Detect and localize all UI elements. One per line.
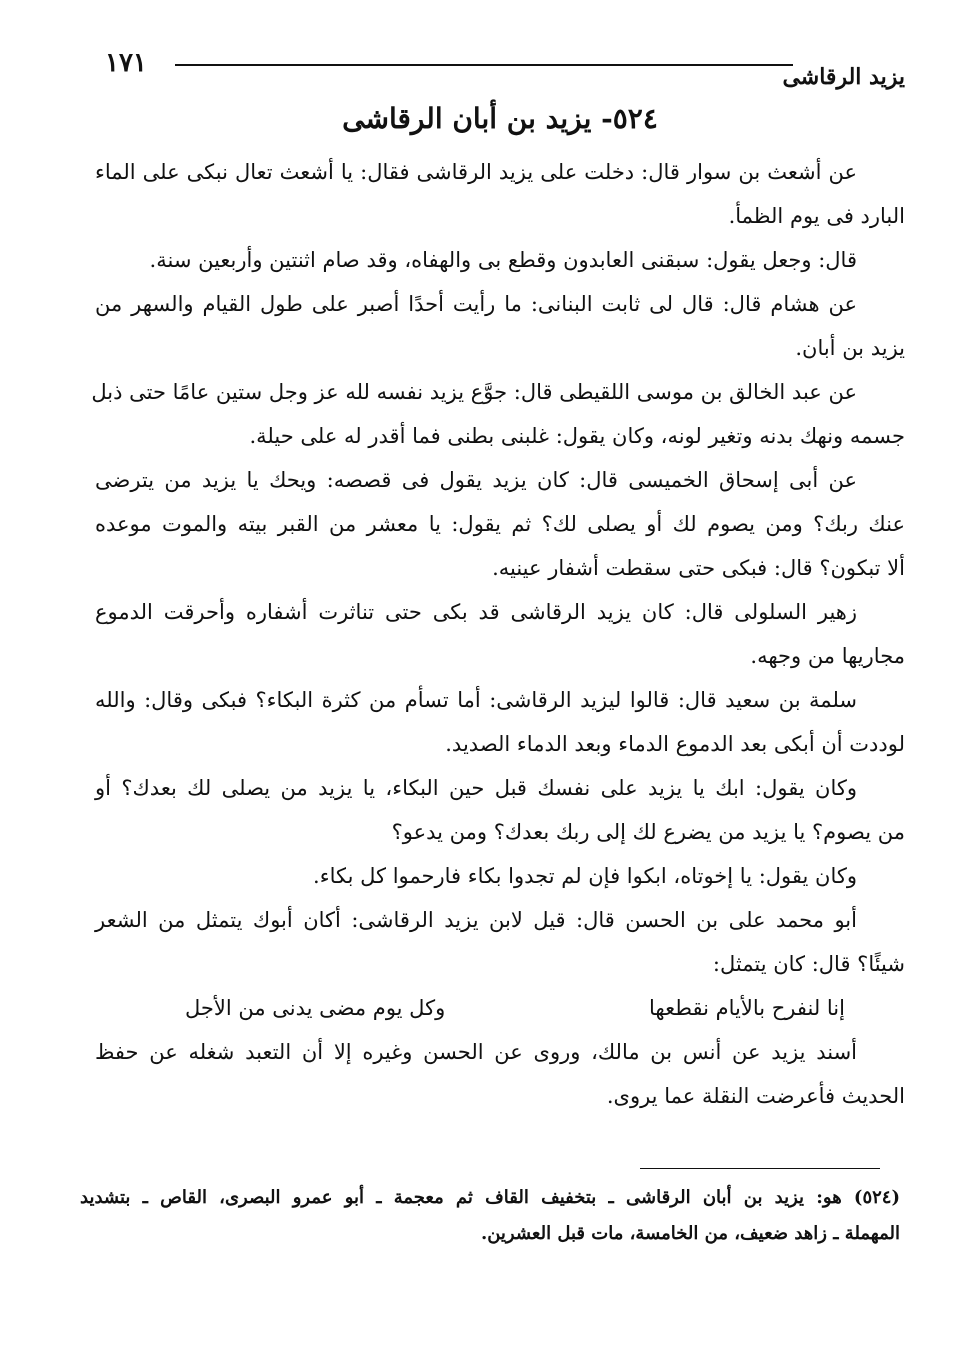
text-line: الحديث فأعرضت النقلة عما يروى. [606,1084,905,1108]
text-line: عن أبى إسحاق الخميسى قال: كان يزيد يقول فى قصصه: ويحك يا يزيد من يترضى [95,468,857,492]
verse-hemistich-right: إنا لنفرح بالأيام نقطعها [649,996,845,1020]
text-line: جسمه ونهك بدنه وتغير لونه، وكان يقول: غلبنى بطنى فما أقدر له على حيلة. [249,424,905,448]
page-number: ١٧١ [105,48,147,78]
footnote [80,1180,900,1252]
text-line: من يصوم؟ يا يزيد من يضرع لك إلى ربك بعدك؟ ومن يدعو؟ [391,820,905,844]
text-line: أسند يزيد عن أنس بن مالك، وروى عن الحسن وغيره إلا أن التعبد شغله عن حفظ [95,1040,857,1064]
text-line: قال: وجعل يقول: سبقنى العابدون وقطع بى والهفاه، وقد صام اثنتين وأربعين سنة. [149,248,857,272]
text-line: عنك ربك؟ ومن يصوم لك أو يصلى لك؟ ثم يقول: يا معشر من القبر بيته والموت موعده [95,512,905,536]
header-rule [175,64,793,66]
text-line: لوددت أن أبكى بعد الدموع الدماء وبعد الدماء الصديد. [445,732,905,756]
footnote-line: المهملة ـ زاهد ضعيف، من الخامسة، مات قبل العشرين. [480,1223,900,1244]
page-header [105,46,905,90]
text-line: سلمة بن سعيد قال: قالوا ليزيد الرقاشى: أما تسأم من كثرة البكاء؟ فبكى وقال: والله [95,688,857,712]
footnote-line: (٥٢٤) هو: يزيد بن أبان الرقاشى ـ بتخفيف القاف ثم معجمة ـ أبو عمرو البصرى، القاص ـ بتشديد [80,1187,900,1208]
text-line: عن عبد الخالق بن موسى اللقيطى قال: جوَّع يزيد نفسه لله عز وجل ستين عامًا حتى ذبل [91,380,857,404]
entry-title: ٥٢٤- يزيد بن أبان الرقاشى [342,102,658,135]
text-line: يزيد بن أبان. [795,336,905,360]
text-line: عن هشام قال: قال لى ثابت البنانى: ما رأيت أحدًا أصبر على طول القيام والسهر من [95,292,857,316]
footnote-rule [640,1168,880,1169]
entry-body [91,150,905,1118]
text-line: ألا تبكون؟ قال: فبكى حتى سقطت أشفار عينيه. [492,556,905,580]
text-line: زهير السلولى قال: كان يزيد الرقاشى قد بكى حتى تناثرت أشفاره وأحرقت الدموع [95,600,857,624]
text-line: وكان يقول: يا إخوتاه، ابكوا فإن لم تجدوا بكاء فارحموا كل بكاء. [313,864,857,888]
text-line: أبو محمد على بن الحسن قال: قيل لابن يزيد الرقاشى: أكان أبوك يتمثل من الشعر [95,908,857,932]
running-title: يزيد الرقاشى [782,64,905,90]
verse-hemistich-left: وكل يوم مضى يدنى من الأجل [185,996,446,1020]
text-line: وكان يقول: ابك يا يزيد على نفسك قبل حين البكاء، يا يزيد من يصلى لك بعدك؟ أو [95,776,857,800]
text-line: البارد فى يوم الظمأ. [728,204,905,228]
poetry-verse [95,986,905,1030]
text-line: شيئًا؟ قال: كان يتمثل: [712,952,905,976]
text-line: مجاريها من وجهه. [750,644,905,668]
text-line: عن أشعث بن سوار قال: دخلت على يزيد الرقاشى فقال: يا أشعث تعال نبكى على الماء [95,160,857,184]
